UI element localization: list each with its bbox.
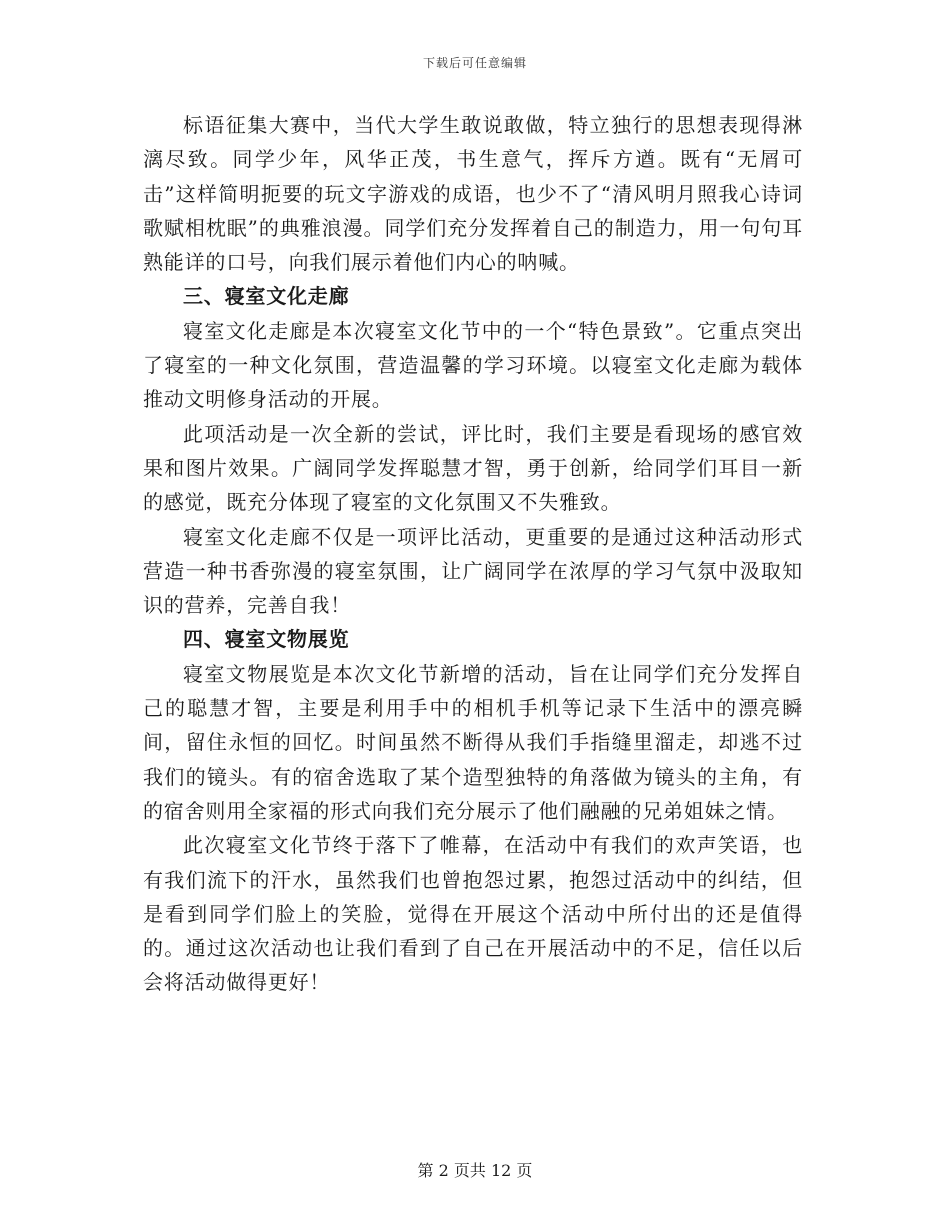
paragraph-corridor-purpose: 寝室文化走廊不仅是一项评比活动，更重要的是通过这种活动形式营造一种书香弥漫的寝室氛围，让广阔同学在浓厚的学习气氛中汲取知识的营养，完善自我！ [143, 524, 803, 618]
paragraph-exhibition: 寝室文物展览是本次文化节新增的活动，旨在让同学们充分发挥自己的聪慧才智，主要是利用手中的相机手机等记录下生活中的漂亮瞬间，留住永恒的回忆。时间虽然不断得从我们手指缝里溜走，却逃不过我们的镜头。有的宿舍选取了某个造型独特的角落做为镜头的主角，有的宿舍则用全家福的形式向我们充分展示了他们融融的兄弟姐妹之情。 [143, 661, 803, 823]
section-heading-dorm-exhibition: 四、寝室文物展览 [183, 627, 350, 652]
document-body [143, 108, 803, 1000]
page-footer-page-number: 第 2 页共 12 页 [417, 1161, 533, 1180]
paragraph-corridor-evaluation: 此项活动是一次全新的尝试，评比时，我们主要是看现场的感官效果和图片效果。广阔同学发挥聪慧才智，勇于创新，给同学们耳目一新的感觉，既充分体现了寝室的文化氛围又不失雅致。 [143, 421, 803, 515]
paragraph-corridor-intro: 寝室文化走廊是本次寝室文化节中的一个“特色景致”。它重点突出了寝室的一种文化氛围，营造温馨的学习环境。以寝室文化走廊为载体推动文明修身活动的开展。 [143, 318, 803, 412]
paragraph-slogan-contest: 标语征集大赛中，当代大学生敢说敢做，特立独行的思想表现得淋漓尽致。同学少年，风华正茂，书生意气，挥斥方遒。既有“无屑可击”这样简明扼要的玩文字游戏的成语，也少不了“清风明月照我心诗词歌赋相枕眠”的典雅浪漫。同学们充分发挥着自己的制造力，用一句句耳熟能详的口号，向我们展示着他们内心的呐喊。 [143, 113, 803, 275]
paragraph-conclusion: 此次寝室文化节终于落下了帷幕，在活动中有我们的欢声笑语，也有我们流下的汗水，虽然我们也曾抱怨过累，抱怨过活动中的纠结，但是看到同学们脸上的笑脸，觉得在开展这个活动中所付出的还是值得的。通过这次活动也让我们看到了自己在开展活动中的不足，信任以后会将活动做得更好！ [143, 833, 803, 995]
page-header: 下载后可任意编辑 [422, 56, 527, 70]
section-heading-dorm-culture-corridor: 三、寝室文化走廊 [183, 284, 350, 309]
